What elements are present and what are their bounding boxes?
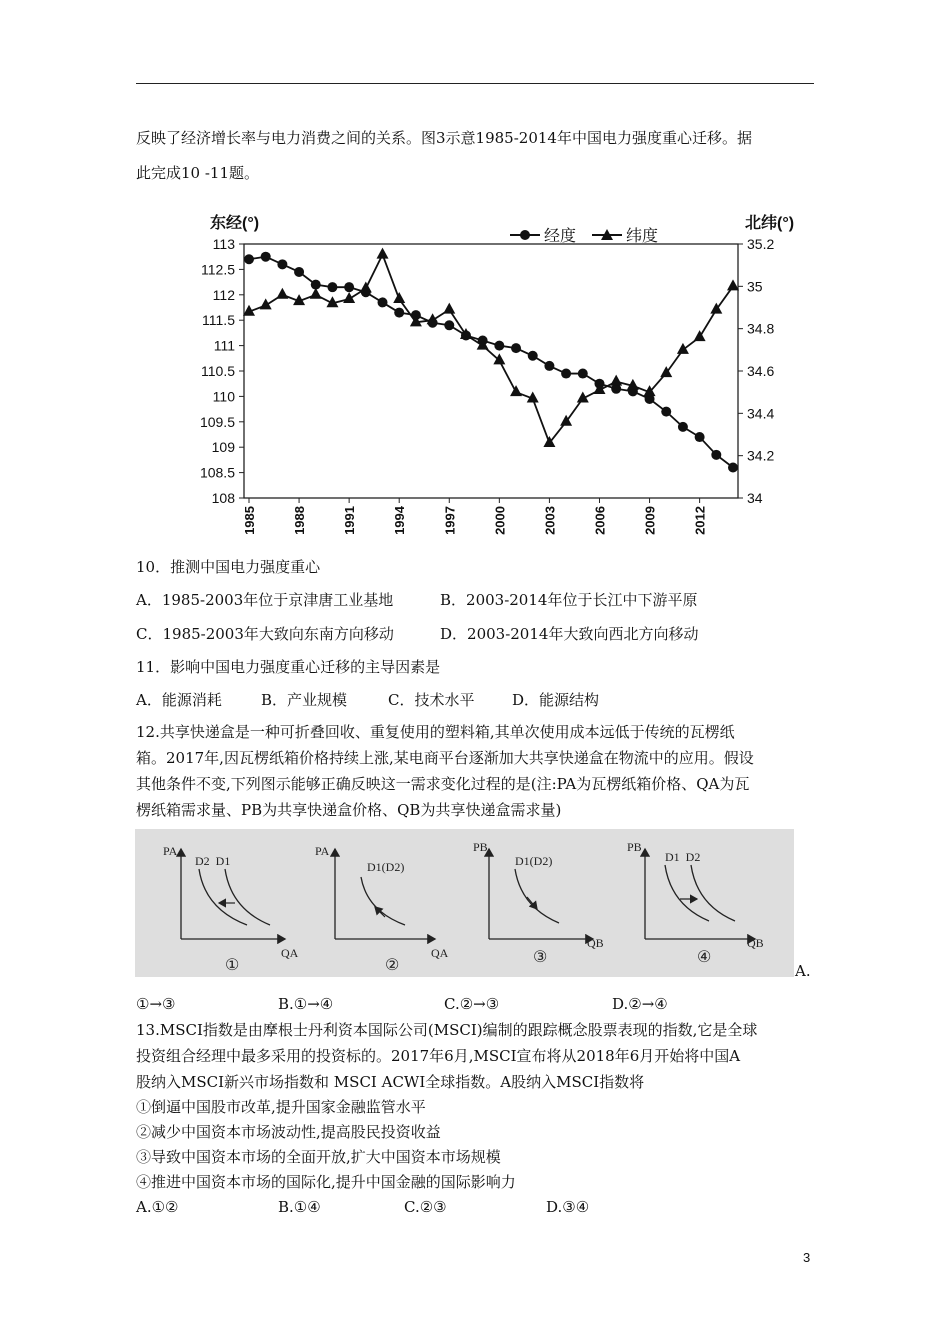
graph-4 [627, 840, 764, 966]
q13-statement-3: ③导致中国资本市场的全面开放,扩大中国资本市场规模 [136, 1148, 501, 1166]
latitude-point [343, 292, 355, 303]
right-axis-label: 北纬(°) [745, 215, 795, 232]
left-axis-label: 东经(°) [210, 215, 260, 232]
latitude-point [493, 353, 505, 364]
q10-option-d[interactable]: D．2003-2014年大致向西北方向移动 [440, 625, 699, 643]
graph-4-number: ④ [697, 949, 712, 966]
power-intensity-chart [180, 206, 800, 554]
q10-stem: 10．推测中国电力强度重心 [136, 558, 321, 576]
longitude-point [344, 282, 354, 292]
graph-3-curves: D1(D2) [515, 854, 553, 868]
q12-option-d[interactable]: D.②→④ [612, 995, 668, 1013]
latitude-point [276, 288, 288, 299]
left-tick-label: 108 [211, 490, 235, 506]
intro-line-1: 反映了经济增长率与电力消费之间的关系。图3示意1985-2014年中国电力强度重心迁移。据 [136, 129, 752, 147]
demand-graphs-figure [135, 829, 794, 977]
longitude-point [578, 369, 588, 379]
graph-3-x-label: QB [587, 936, 604, 950]
q13-line-3: 股纳入MSCI新兴市场指数和 MSCI ACWI全球指数。A股纳入MSCI指数将 [136, 1073, 645, 1091]
q13-line-2: 投资组合经理中最多采用的投资标的。2017年6月,MSCI宣布将从2018年6月开始将中国A [136, 1047, 741, 1065]
left-tick-label: 113 [212, 236, 235, 252]
longitude-point [544, 361, 554, 371]
series-line-latitude [249, 255, 733, 443]
left-tick-label: 112.5 [201, 261, 235, 278]
q12-line-3: 其他条件不变,下列图示能够正确反映这一需求变化过程的是(注:PA为瓦楞纸箱价格、QA为瓦 [136, 775, 750, 793]
latitude-point [260, 298, 272, 309]
left-tick-label: 110.5 [201, 363, 235, 379]
right-tick-label: 34.2 [747, 447, 775, 464]
q13-line-1: 13.MSCI指数是由摩根士丹利资本国际公司(MSCI)编制的跟踪概念股票表现的指数,它是全球 [136, 1021, 758, 1039]
right-tick-label: 35.2 [747, 236, 775, 252]
graph-1-y-label: PA [163, 844, 178, 858]
right-tick-label: 34.8 [747, 320, 775, 337]
q11-option-d[interactable]: D．能源结构 [512, 691, 600, 709]
longitude-point [661, 407, 671, 417]
graph-2-y-label: PA [315, 844, 330, 858]
longitude-point [444, 320, 454, 330]
q12-after-figure: A. [795, 962, 811, 980]
latitude-point [360, 281, 372, 292]
graph-4-y-label: PB [627, 840, 642, 854]
graph-3-number: ③ [533, 949, 548, 966]
latitude-point [377, 248, 389, 259]
longitude-point [394, 308, 404, 318]
q10-option-c[interactable]: C．1985-2003年大致向东南方向移动 [136, 625, 394, 643]
longitude-point [511, 343, 521, 353]
graph-4-curves: D1 D2 [665, 850, 701, 864]
q12-option-a[interactable]: ①→③ [136, 995, 176, 1013]
left-tick-label: 111.5 [202, 312, 235, 329]
legend-longitude: 经度 [544, 228, 577, 245]
right-tick-label: 34 [747, 490, 763, 506]
right-tick-label: 34.4 [747, 405, 775, 422]
longitude-point [678, 422, 688, 432]
series-line-longitude [249, 257, 733, 468]
left-tick-label: 109 [211, 439, 235, 456]
left-tick-label: 112 [212, 286, 235, 303]
left-tick-label: 110 [212, 388, 235, 405]
longitude-point [561, 369, 571, 379]
x-tick-label: 1985 [242, 506, 257, 535]
q13-option-d[interactable]: D.③④ [546, 1198, 590, 1216]
graph-1-curves: D2 D1 [195, 854, 231, 868]
x-tick-label: 1991 [342, 506, 358, 535]
q11-option-c[interactable]: C．技术水平 [388, 691, 475, 709]
longitude-point [695, 432, 705, 442]
x-tick-label: 2006 [592, 506, 608, 535]
q12-line-4: 楞纸箱需求量、PB为共享快递盒价格、QB为共享快递盒需求量) [136, 801, 562, 819]
left-tick-label: 111 [213, 337, 235, 354]
q13-statement-4: ④推进中国资本市场的国际化,提升中国金融的国际影响力 [136, 1173, 516, 1191]
q13-option-c[interactable]: C.②③ [404, 1198, 447, 1216]
graph-2-x-label: QA [431, 946, 449, 960]
q10-option-a[interactable]: A．1985-2003年位于京津唐工业基地 [136, 591, 394, 609]
latitude-point [393, 292, 405, 303]
x-tick-label: 2003 [542, 506, 558, 535]
latitude-point [610, 375, 622, 386]
page-number: 3 [803, 1250, 811, 1265]
latitude-point [727, 279, 739, 290]
right-tick-label: 34.6 [747, 363, 775, 379]
q11-option-b[interactable]: B．产业规模 [261, 691, 348, 709]
longitude-point [294, 267, 304, 277]
graph-3-y-label: PB [473, 840, 488, 854]
q11-stem: 11．影响中国电力强度重心迁移的主导因素是 [136, 658, 441, 676]
q13-statement-1: ①倒逼中国股市改革,提升国家金融监管水平 [136, 1098, 426, 1116]
latitude-point [310, 288, 322, 299]
longitude-point [711, 450, 721, 460]
graph-1-x-label: QA [281, 946, 299, 960]
graph-2 [315, 844, 449, 974]
left-tick-label: 108.5 [199, 464, 235, 481]
x-tick-label: 2009 [642, 506, 658, 535]
x-tick-label: 1994 [392, 506, 408, 535]
graph-2-number: ② [385, 957, 400, 974]
graph-3 [473, 840, 604, 966]
q13-option-a[interactable]: A.①② [136, 1198, 179, 1216]
latitude-point [443, 303, 455, 314]
latitude-point [510, 385, 522, 396]
header-rule [136, 83, 814, 84]
graph-1 [163, 844, 299, 974]
longitude-point [327, 282, 337, 292]
x-tick-label: 2000 [492, 506, 508, 535]
legend [510, 227, 658, 245]
q12-option-c[interactable]: C.②→③ [444, 995, 500, 1013]
graph-1-number: ① [225, 957, 240, 974]
longitude-point [277, 259, 287, 269]
legend-latitude: 纬度 [626, 228, 659, 245]
longitude-point [528, 351, 538, 361]
q13-option-b[interactable]: B.①④ [278, 1198, 321, 1216]
latitude-point [677, 343, 689, 354]
longitude-point [378, 297, 388, 307]
longitude-point [261, 252, 271, 262]
graph-4-x-label: QB [747, 936, 764, 950]
graph-2-curves: D1(D2) [367, 860, 405, 874]
q12-option-b[interactable]: B.①→④ [278, 995, 334, 1013]
right-tick-label: 35 [747, 278, 763, 295]
longitude-point [494, 341, 504, 351]
q12-line-2: 箱。2017年,因瓦楞纸箱价格持续上涨,某电商平台逐渐加大共享快递盒在物流中的应用。假设 [136, 749, 754, 767]
left-tick-label: 109.5 [199, 413, 235, 430]
latitude-point [427, 313, 439, 324]
x-tick-label: 2012 [692, 506, 708, 535]
q11-option-a[interactable]: A．能源消耗 [136, 691, 222, 709]
longitude-point [244, 254, 254, 264]
q13-statement-2: ②减少中国资本市场波动性,提高股民投资收益 [136, 1123, 441, 1141]
q12-line-1: 12.共享快递盒是一种可折叠回收、重复使用的塑料箱,其单次使用成本远低于传统的瓦楞纸 [136, 723, 735, 741]
x-tick-label: 1997 [442, 506, 458, 535]
x-tick-label: 1988 [292, 506, 308, 535]
q10-option-b[interactable]: B．2003-2014年位于长江中下游平原 [440, 591, 698, 609]
longitude-point [728, 463, 738, 473]
intro-line-2: 此完成10 -11题。 [136, 164, 260, 182]
